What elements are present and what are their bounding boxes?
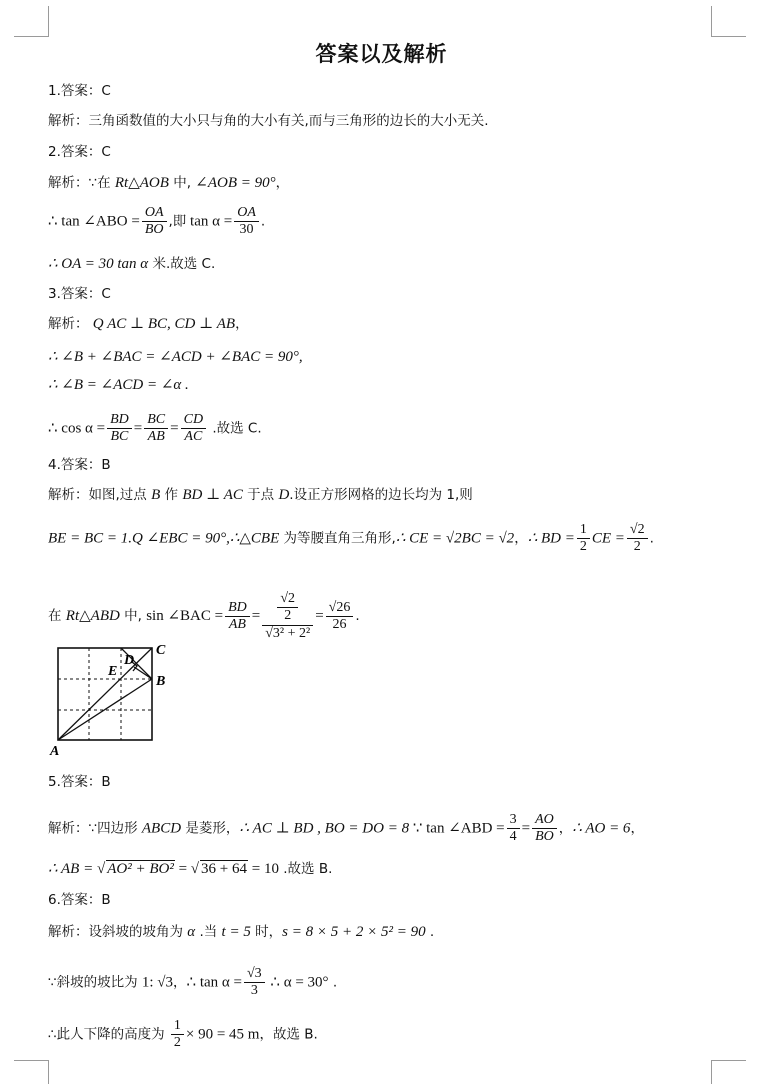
fraction [277,591,298,624]
text: 作 [160,487,183,503]
math: ∴ ∠B + ∠BAC = ∠ACD + ∠BAC = 90°, [48,349,303,365]
math: ∴ cos α = [48,420,106,437]
denominator: √3² + 2² [265,626,311,641]
text: .故选 B. [278,861,333,877]
fraction [577,522,590,555]
numerator: BD [107,412,132,429]
math: × 90 = 45 m [185,1026,260,1043]
math: Q AC ⊥ BC, CD ⊥ AB [92,316,236,332]
fraction [234,205,259,238]
equals: = [315,608,324,624]
text: ， [558,820,573,837]
math: s = 8 × 5 + 2 × 5² = 90 [282,924,426,940]
fraction [627,522,648,555]
text: 时， [250,924,283,940]
numerator: BD [225,600,250,617]
crop-mark-bottom-right [711,1060,746,1084]
q5-answer: 5.答案：B [48,774,111,790]
denominator: 2 [284,608,292,623]
math: α [187,924,196,940]
q4-explanation-line1 [48,486,473,504]
numerator: √2 [627,522,648,539]
sqrt-sign: √ [96,861,106,877]
text: ,即 [168,213,187,230]
page-title: 答案以及解析 [315,41,448,66]
math: BD ⊥ AC [182,487,243,503]
fraction [144,412,168,445]
denominator: 2 [633,539,641,554]
triangle-lines [58,648,152,740]
denominator: 3 [250,983,258,998]
text: 中, [119,608,147,624]
denominator: AB [147,429,165,444]
q3-explanation-line2 [48,348,303,366]
denominator: AB [228,616,246,632]
fraction [107,412,132,445]
text: .故选 C. [208,420,262,437]
numerator: √3 [244,966,265,983]
text: 在 [48,608,66,624]
denominator: 2 [579,539,587,554]
numerator: OA [234,205,259,222]
text: 解析：∵在 [48,175,115,191]
equals: = [251,608,261,624]
grid-figure [44,640,174,760]
fraction [244,966,265,999]
text: ， [630,820,644,837]
text: 为等腰直角三角形, [279,530,396,547]
q3-explanation-line1 [48,315,249,333]
math: ABCD [141,820,182,837]
numerator: 3 [507,812,520,829]
math: ∴ CE = √2BC = √2 [395,530,515,547]
q2-explanation-line1 [48,174,289,192]
text: ∴此人下降的高度为 [48,1026,169,1043]
text: . [425,924,435,940]
text: ， [514,530,528,547]
math: = 10 [248,861,279,877]
q5-explanation-line1 [48,812,644,845]
fraction [225,600,250,633]
q2-explanation-line2 [48,205,265,238]
label-D: D [124,653,135,668]
math: ∵ tan ∠ABD = [409,820,505,837]
numerator [262,590,313,626]
q3-answer: 3.答案：C [48,286,111,302]
denominator: BO [144,222,164,237]
q3-explanation-line3 [48,376,189,394]
numerator: AO [532,812,557,829]
text: 解析：∵四边形 [48,820,142,837]
fraction [142,205,167,238]
math: D [278,487,290,503]
math: ∴ BD = [527,530,575,547]
equals: = [133,420,143,437]
denominator: AC [184,429,203,444]
text: 中, [168,175,196,191]
math: ∠AOB = 90° [195,175,276,191]
numerator: √26 [326,600,354,617]
q2-explanation-line3 [48,255,215,273]
numerator: 1 [171,1018,184,1035]
text: . [649,530,654,547]
text: 于点 [242,487,279,503]
label-A: A [50,744,60,759]
math: ∴ ∠B = ∠ACD = ∠α . [48,377,189,393]
q4-answer: 4.答案：B [48,457,111,473]
numerator: OA [142,205,167,222]
math: = [174,861,191,877]
text: .当 [195,924,222,940]
equals: = [170,420,179,437]
math: ∴ AO = 6 [572,820,631,837]
sqrt-sign: √ [190,861,200,877]
denominator: 4 [509,829,517,844]
text: 解析：如图,过点 [48,487,152,503]
math: ∴ AC ⊥ BD , BO = DO = 8 [239,820,410,837]
q4-explanation-line3 [48,590,360,642]
math: ∴ tan ∠ABO = [48,213,140,230]
q6-explanation-line2 [48,966,337,999]
q2-answer: 2.答案：C [48,144,111,160]
q6-explanation-line1 [48,923,434,941]
equals: = [521,820,531,837]
numerator: CD [181,412,206,429]
label-E: E [108,664,118,679]
text: 是菱形， [181,820,240,837]
label-C: C [156,643,166,658]
text: . [328,974,338,991]
math: B [151,487,161,503]
math: ∴ α = 30° [266,974,329,991]
math: CE = [591,530,625,547]
text: ， [173,974,187,991]
denominator: BC [110,429,129,444]
numerator: BC [144,412,168,429]
fraction [326,600,354,633]
text: ， [275,175,290,191]
denominator: 30 [239,222,254,237]
math: ∴ AB = [48,861,97,877]
text: 解析：设斜坡的坡角为 [48,924,188,940]
text: 解析： [48,316,93,332]
crop-mark-bottom-left [14,1060,49,1084]
q1-explanation: 解析：三角函数值的大小只与角的大小有关,而与三角形的边长的大小无关. [48,113,489,129]
fraction [181,412,206,445]
q4-explanation-line2 [48,522,654,555]
radicand: 36 + 64 [201,861,247,877]
q6-explanation-line3 [48,1018,318,1051]
math: ∴ tan α = [186,974,242,991]
radicand: AO² + BO² [107,861,174,877]
q5-explanation-line2 [48,860,332,878]
math: t = 5 [221,924,251,940]
math: BE = BC = 1.Q ∠EBC = 90°,∴△CBE [48,530,280,547]
q6-answer: 6.答案：B [48,892,111,908]
math: Rt△AOB [114,175,169,191]
math: 1: √3 [141,974,174,991]
denominator: BO [535,829,554,844]
fraction [507,812,520,845]
numerator: √2 [277,591,298,608]
text: 米.故选 C. [148,256,216,272]
crop-mark-top-left [14,6,49,37]
q3-explanation-line4 [48,412,262,445]
fraction [171,1018,184,1051]
text: ， [235,316,249,332]
denominator: 26 [332,616,347,632]
text: .设正方形网格的边长均为 1,则 [289,487,473,503]
text: . [260,213,266,230]
text: ，故选 B. [259,1026,318,1043]
fraction [532,812,557,845]
math: ∴ OA = 30 tan α [48,256,149,272]
crop-mark-top-right [711,6,746,37]
compound-fraction [262,590,313,642]
text: . [355,608,360,624]
numerator: 1 [577,522,590,539]
label-B: B [156,674,166,689]
q1-answer: 1.答案：C [48,83,111,99]
math: tan α = [186,213,233,230]
text: ∵斜坡的坡比为 [48,974,142,991]
math: sin ∠BAC = [146,608,224,624]
denominator: 2 [173,1035,181,1050]
math: Rt△ABD [65,608,120,624]
